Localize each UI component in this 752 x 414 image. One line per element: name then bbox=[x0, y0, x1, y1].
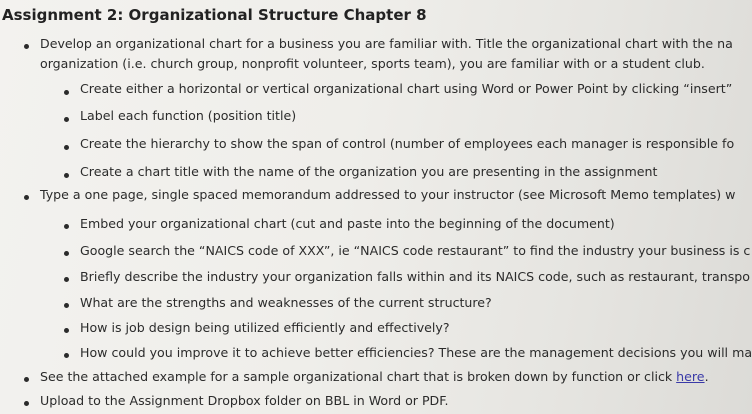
bullet-dot bbox=[64, 328, 69, 333]
item-4-line-1: Upload to the Assignment Dropbox folder on BBL in Word or PDF. bbox=[40, 393, 449, 408]
bullet-dot bbox=[24, 377, 29, 382]
bullet-dot bbox=[64, 224, 69, 229]
bullet-dot bbox=[24, 195, 29, 200]
bullet-dot bbox=[64, 173, 69, 178]
item-3-line-1 bbox=[40, 369, 709, 384]
bullet-dot bbox=[24, 44, 29, 49]
bullet-dot bbox=[24, 401, 29, 406]
item-2-sub-1: Embed your organizational chart (cut and paste into the beginning of the document) bbox=[80, 216, 615, 231]
item-1-sub-3: Create the hierarchy to show the span of control (number of employees each manager is responsible fo bbox=[80, 136, 735, 151]
item-1-line-2: organization (i.e. church group, nonprofit volunteer, sports team), you are familiar with or a student club. bbox=[40, 56, 705, 71]
item-2-sub-2: Google search the “NAICS code of XXX”, ie “NAICS code restaurant” to find the industry your business is c bbox=[80, 243, 751, 258]
bullet-dot bbox=[64, 303, 69, 308]
item-2-sub-3: Briefly describe the industry your organization falls within and its NAICS code, such as restaurant, transpo bbox=[80, 269, 751, 284]
item-1-sub-4: Create a chart title with the name of the organization you are presenting in the assignment bbox=[80, 164, 658, 179]
bullet-dot bbox=[64, 251, 69, 256]
item-2-sub-5: How is job design being utilized efficiently and effectively? bbox=[80, 320, 450, 335]
bullet-dot bbox=[64, 145, 69, 150]
bullet-dot bbox=[64, 277, 69, 282]
bullet-dot bbox=[64, 353, 69, 358]
assignment-title: Assignment 2: Organizational Structure Chapter 8 bbox=[2, 6, 427, 24]
bullet-dot bbox=[64, 90, 69, 95]
item-2-sub-4: What are the strengths and weaknesses of the current structure? bbox=[80, 295, 492, 310]
item-3-text: See the attached example for a sample organizational chart that is broken down by function or click bbox=[40, 369, 677, 384]
item-2-line-1: Type a one page, single spaced memorandum addressed to your instructor (see Microsoft Memo templates) w bbox=[40, 187, 736, 202]
here-link[interactable]: here bbox=[676, 369, 705, 384]
item-1-line-1: Develop an organizational chart for a business you are familiar with. Title the organizational chart with the na bbox=[40, 36, 733, 51]
item-1-sub-2: Label each function (position title) bbox=[80, 108, 297, 123]
bullet-dot bbox=[64, 117, 69, 122]
item-2-sub-6: How could you improve it to achieve better efficiencies? These are the management decisions you will ma bbox=[80, 345, 752, 360]
item-1-sub-1: Create either a horizontal or vertical organizational chart using Word or Power Point by clicking “insert” bbox=[80, 81, 733, 96]
item-3-period: . bbox=[704, 369, 709, 384]
